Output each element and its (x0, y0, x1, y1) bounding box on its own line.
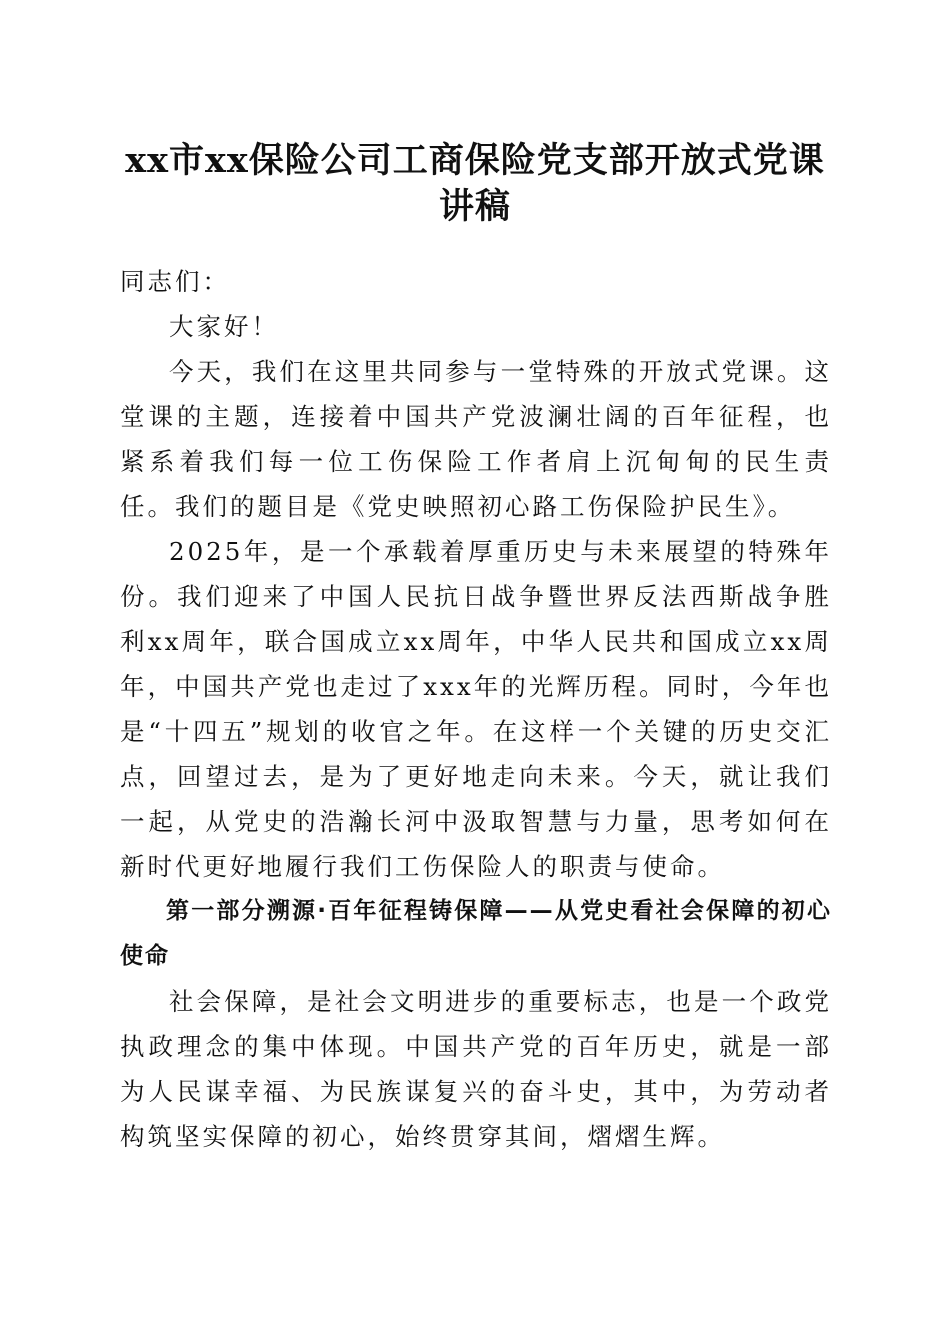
paragraph-section: 社会保障，是社会文明进步的重要标志，也是一个政党执政理念的集中体现。中国共产党的百年历史，就是一部为人民谋幸福、为民族谋复兴的奋斗史，其中，为劳动者构筑坚实保障的初心，始终贯穿其间，熠熠生辉。 (120, 987, 832, 1151)
document-body (120, 259, 832, 1159)
salutation: 同志们： (120, 267, 230, 296)
document-title (120, 138, 830, 230)
title-line-1: xx市xx保险公司工商保险党支部开放式党课 (125, 140, 825, 181)
paragraph-intro: 今天，我们在这里共同参与一堂特殊的开放式党课。这堂课的主题，连接着中国共产党波澜壮阔的百年征程，也紧系着我们每一位工伤保险工作者肩上沉甸甸的民生责任。我们的题目是《党史映照初心路工伤保险护民生》。 (120, 357, 832, 521)
paragraph-year: 2025年，是一个承载着厚重历史与未来展望的特殊年份。我们迎来了中国人民抗日战争暨世界反法西斯战争胜利xx周年，联合国成立xx周年，中华人民共和国成立xx周年，中国共产党也走过了xxx年的光辉历程。同时，今年也是“十四五”规划的收官之年。在这样一个关键的历史交汇点，回望过去，是为了更好地走向未来。今天，就让我们一起，从党史的浩瀚长河中汲取智慧与力量，思考如何在新时代更好地履行我们工伤保险人的职责与使命。 (120, 537, 832, 881)
title-line-2: 讲稿 (438, 186, 511, 227)
section-heading: 第一部分溯源·百年征程铸保障——从党史看社会保障的初心使命 (120, 898, 832, 969)
greeting: 大家好！ (169, 312, 279, 341)
